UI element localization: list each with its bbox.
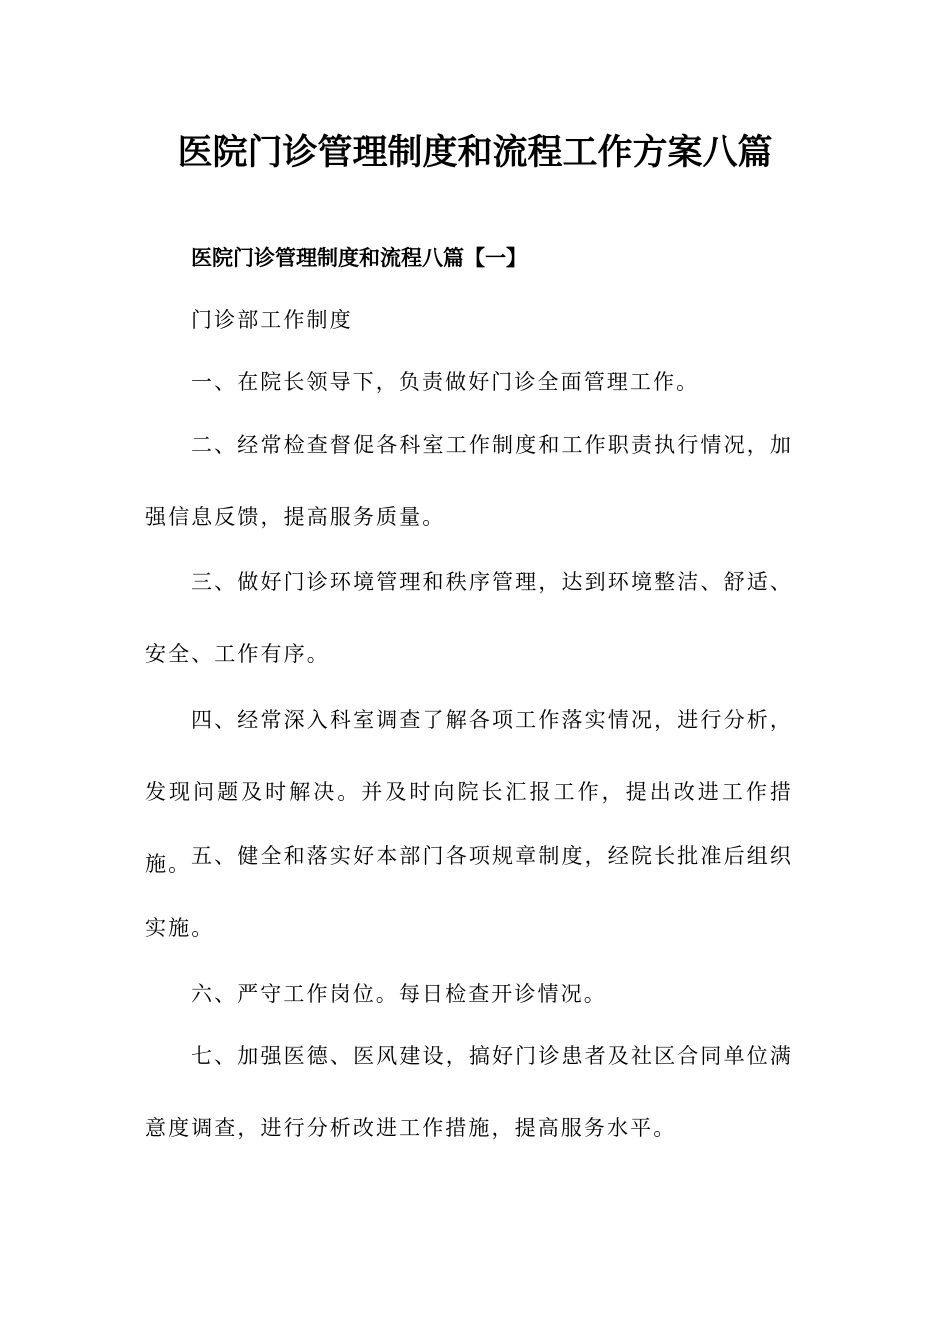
paragraph-item-3: 三、做好门诊环境管理和秩序管理，达到环境整洁、舒适、安全、工作有序。 — [145, 570, 793, 666]
paragraph-item-6: 六、严守工作岗位。每日检查开诊情况。 — [191, 982, 607, 1006]
paragraph-item-5: 五、健全和落实好本部门各项规章制度，经院长批准后组织实施。 — [145, 844, 793, 940]
paragraph-item-2: 二、经常检查督促各科室工作制度和工作职责执行情况，加强信息反馈，提高服务质量。 — [145, 433, 793, 529]
paragraph-item-1: 一、在院长领导下，负责做好门诊全面管理工作。 — [191, 370, 700, 394]
section-heading: 医院门诊管理制度和流程八篇【一】 — [191, 246, 527, 270]
paragraph-subtitle: 门诊部工作制度 — [191, 308, 353, 332]
paragraph-item-7: 七、加强医德、医风建设，搞好门诊患者及社区合同单位满意度调查，进行分析改进工作措施，提高服务水平。 — [145, 1044, 793, 1140]
document-title: 医院门诊管理制度和流程工作方案八篇 — [177, 132, 773, 173]
paragraph-item-4: 四、经常深入科室调查了解各项工作落实情况，进行分析，发现问题及时解决。并及时向院长汇报工作，提出改进工作措施。 — [145, 708, 793, 876]
